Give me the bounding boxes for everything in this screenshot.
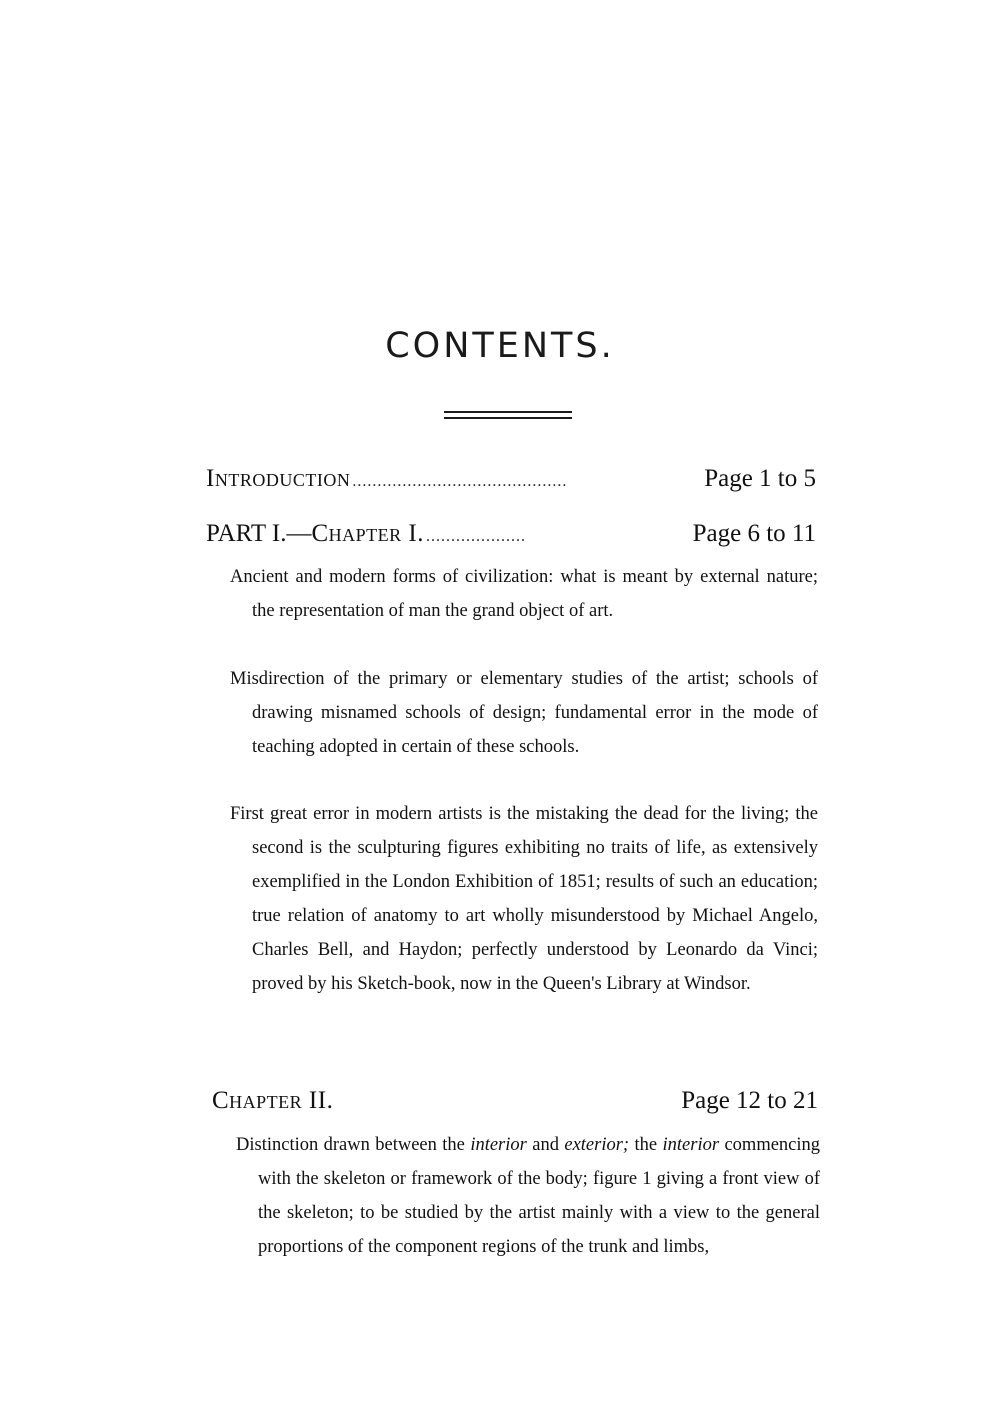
part-label: PART I.— (206, 520, 312, 547)
page-range: Page 12 to 21 (681, 1087, 818, 1114)
italic-run: interior (662, 1135, 720, 1155)
entry-label: Introduction (206, 465, 351, 492)
leader-dots: ........................................... (352, 473, 568, 490)
text-run: the (629, 1135, 663, 1155)
leader-dots: .................... (426, 528, 526, 545)
chapter-1-summary-1: Ancient and modern forms of civilization: what is meant by external nature; the representation of man the grand object of art. (230, 567, 818, 621)
chapter-label: Chapter II. (212, 1087, 334, 1114)
toc-entry-chapter-2 (212, 1087, 818, 1115)
text-run: commencing with the skeleton or framework of the body; figure 1 giving a front view of the skeleton; to be studied by the artist mainly with a view to the general proportions of the component regions of the trunk and limbs, (258, 1135, 821, 1257)
title-rule-upper (444, 411, 572, 413)
italic-run: exterior; (564, 1135, 630, 1155)
page-range: Page 1 to 5 (704, 465, 816, 492)
italic-run: interior (470, 1135, 527, 1155)
chapter-label: Chapter I. (311, 520, 424, 547)
text-run: Distinction drawn between the (236, 1135, 471, 1155)
toc-entry-introduction (206, 465, 816, 493)
title-rule-lower (444, 417, 572, 419)
chapter-1-summary-2: Misdirection of the primary or elementary studies of the artist; schools of drawing misnamed schools of design; fundamental error in the mode of teaching adopted in certain of these schools. (230, 669, 818, 757)
chapter-1-summary-3: First great error in modern artists is the mistaking the dead for the living; the second is the sculpturing figures exhibiting no traits of life, as extensively exemplified in the London Exhibition of 1851; results of such an education; true relation of anatomy to art wholly misunderstood by Michael Angelo, Charles Bell, and Haydon; perfectly understood by Leonardo da Vinci; proved by his Sketch-book, now in the Queen's Library at Windsor. (230, 804, 818, 994)
chapter-2-summary (236, 1128, 820, 1264)
toc-entry-chapter-1 (206, 520, 816, 548)
page-title: CONTENTS. (385, 326, 615, 366)
page-range: Page 6 to 11 (692, 520, 816, 547)
text-run: and (526, 1135, 565, 1155)
